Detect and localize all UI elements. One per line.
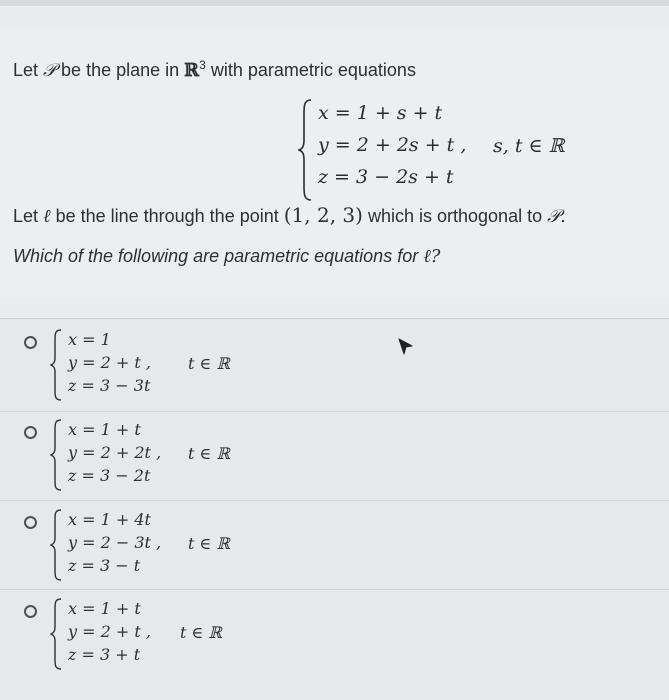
option-3-eq-y: y = 2 − 3t , <box>68 533 162 552</box>
line-symbol: ℓ <box>43 206 51 227</box>
plane-eq-y: y = 2 + 2s + t , <box>318 134 467 156</box>
text-orthogonal: which is orthogonal to <box>367 206 543 226</box>
option-1-eq-x: x = 1 <box>68 330 111 349</box>
text-parametric: with parametric equations <box>210 60 416 80</box>
option-3-eq-x: x = 1 + 4t <box>68 510 151 529</box>
plane-eq-x: x = 1 + s + t <box>318 102 443 124</box>
radio-button-icon[interactable] <box>24 516 37 529</box>
left-brace-icon <box>50 508 64 582</box>
option-3-domain: t ∈ ℝ <box>188 534 230 553</box>
left-brace-icon <box>298 98 314 202</box>
radio-button-icon[interactable] <box>24 336 37 349</box>
radio-button-icon[interactable] <box>24 605 37 618</box>
text-through-point: be the line through the point <box>55 206 279 226</box>
answer-options <box>0 318 669 700</box>
plane-equation-system <box>298 98 598 210</box>
plane-symbol-2: 𝒫. <box>547 206 566 227</box>
divider <box>0 318 669 319</box>
option-3-eq-z: z = 3 − t <box>68 556 141 575</box>
text-let-2: Let <box>13 206 39 226</box>
left-brace-icon <box>50 597 64 671</box>
mouse-pointer-icon <box>398 338 414 356</box>
real-space-symbol: ℝ <box>184 60 200 81</box>
exponent: 3 <box>199 58 206 72</box>
text-which: Which of the following are parametric equations for <box>13 246 419 266</box>
top-divider <box>0 0 669 6</box>
option-4-eq-y: y = 2 + t , <box>68 622 151 641</box>
divider <box>0 500 669 501</box>
plane-symbol: 𝒫 <box>43 60 57 81</box>
option-4-eq-x: x = 1 + t <box>68 599 141 618</box>
plane-eq-z: z = 3 − 2s + t <box>318 166 454 188</box>
option-4-domain: t ∈ ℝ <box>180 623 222 642</box>
option-2-eq-y: y = 2 + 2t , <box>68 443 162 462</box>
divider <box>0 411 669 412</box>
divider <box>0 589 669 590</box>
option-4-eq-z: z = 3 + t <box>68 645 141 664</box>
option-2[interactable] <box>0 416 669 500</box>
option-1-eq-y: y = 2 + t , <box>68 353 151 372</box>
question-line-2 <box>13 203 566 227</box>
plane-domain: s, t ∈ ℝ <box>493 135 565 157</box>
question-stem <box>0 28 669 298</box>
option-4[interactable] <box>0 595 669 679</box>
option-1[interactable] <box>0 326 669 410</box>
point-value: (1, 2, 3) <box>283 203 363 227</box>
left-brace-icon <box>50 328 64 402</box>
line-symbol-2: ℓ? <box>423 246 441 267</box>
option-2-eq-z: z = 3 − 2t <box>68 466 151 485</box>
question-line-3 <box>13 246 440 267</box>
left-brace-icon <box>50 418 64 492</box>
option-1-domain: t ∈ ℝ <box>188 354 230 373</box>
radio-button-icon[interactable] <box>24 426 37 439</box>
option-3[interactable] <box>0 506 669 590</box>
option-1-eq-z: z = 3 − 3t <box>68 376 151 395</box>
question-line-1 <box>13 58 416 81</box>
text-plane-in: be the plane in <box>61 60 180 80</box>
option-2-domain: t ∈ ℝ <box>188 444 230 463</box>
option-2-eq-x: x = 1 + t <box>68 420 141 439</box>
text-let: Let <box>13 60 39 80</box>
